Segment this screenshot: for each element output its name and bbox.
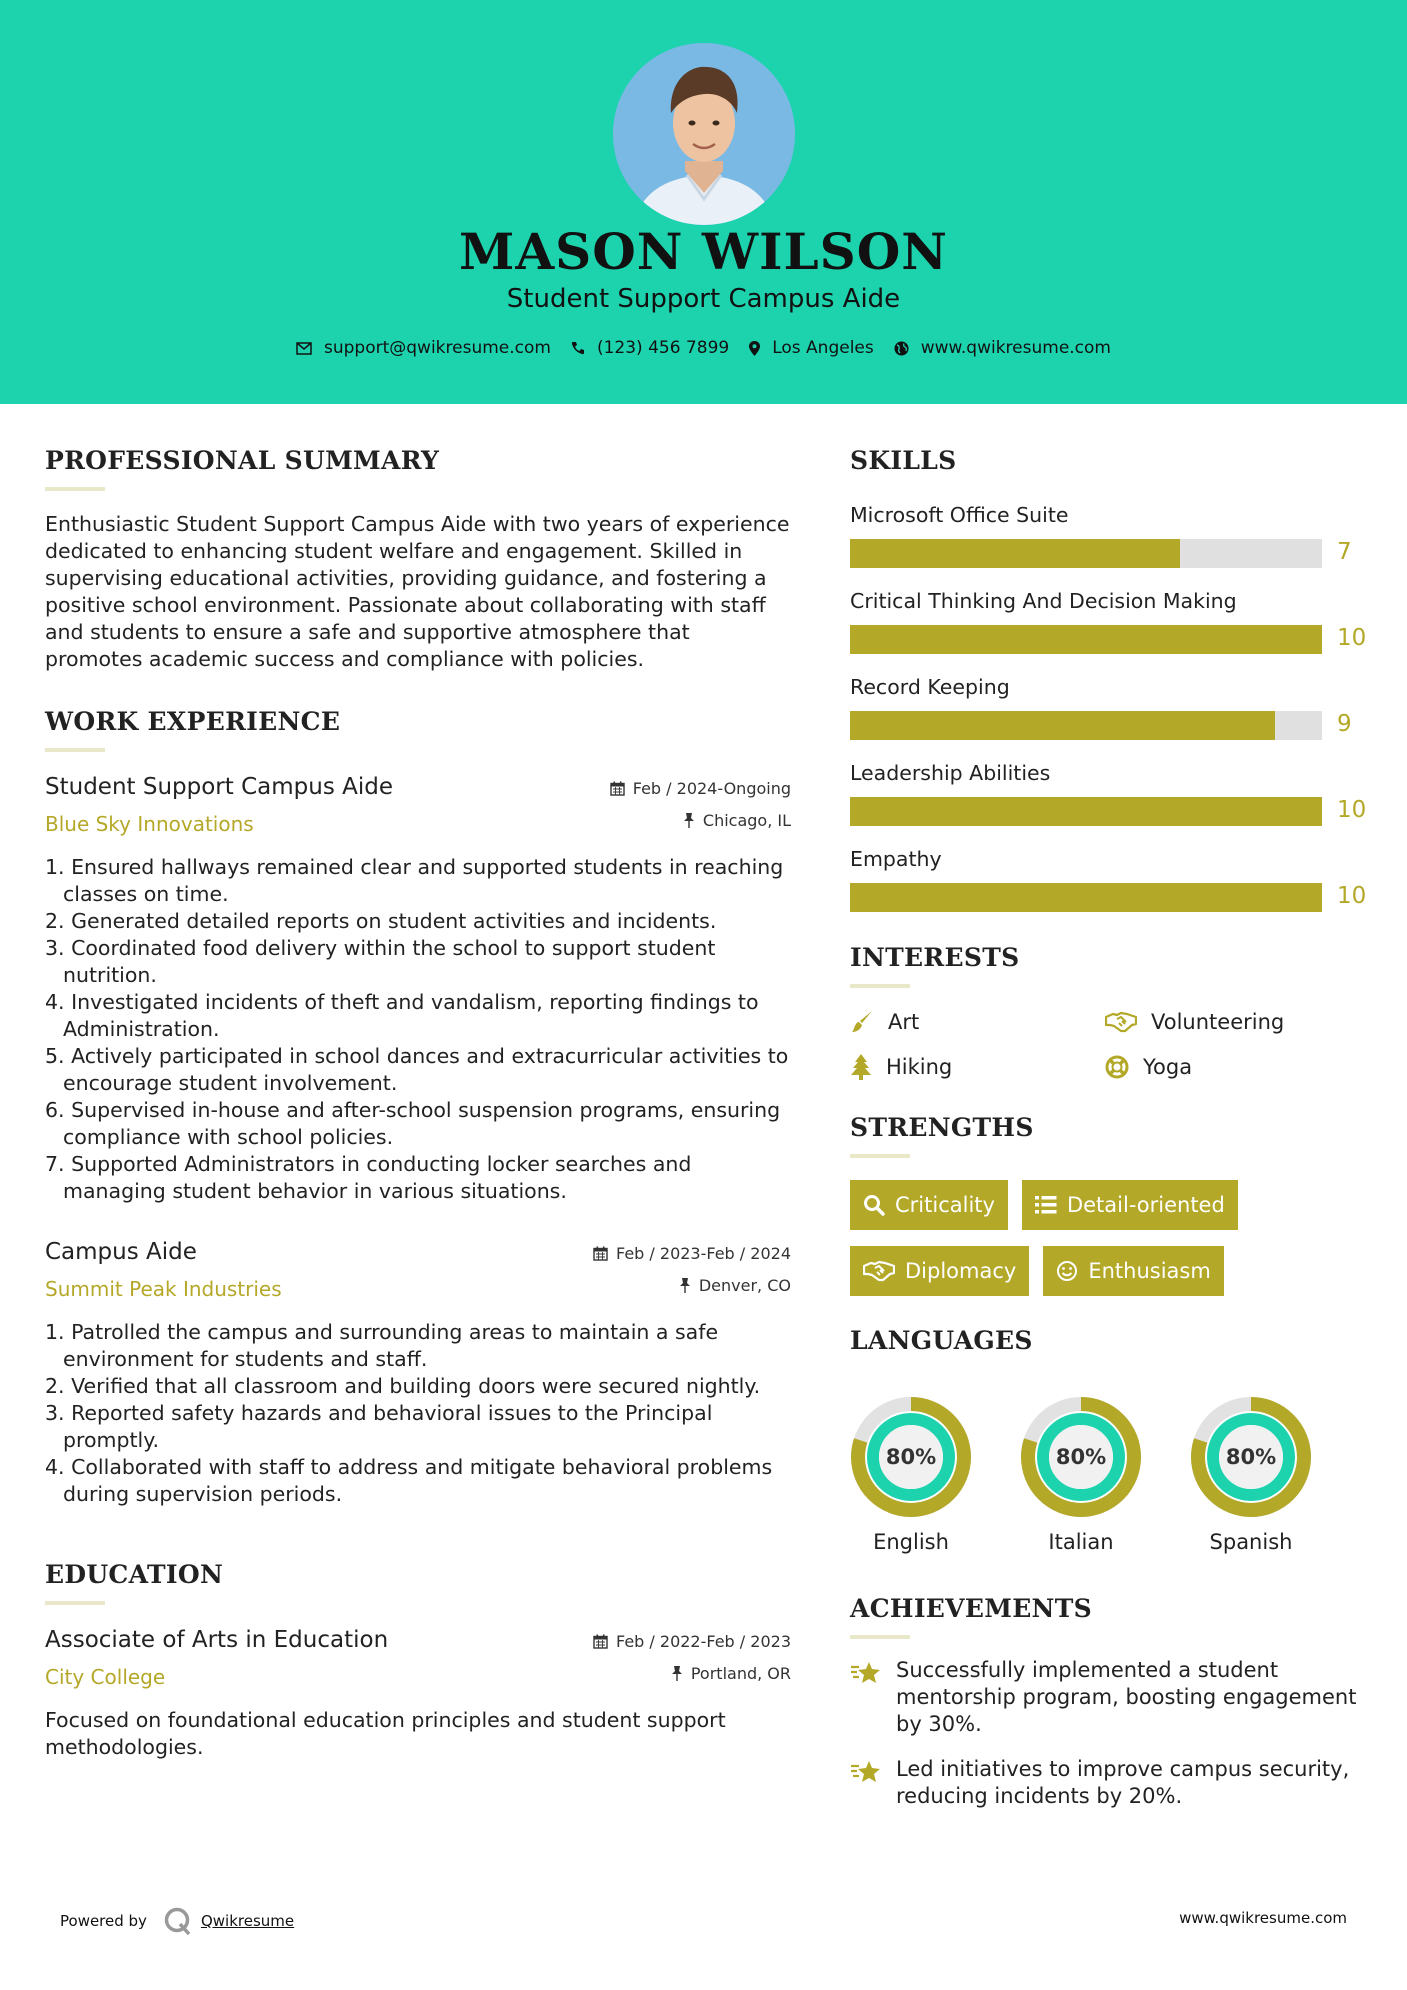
search-icon <box>863 1194 885 1216</box>
education-section <box>45 1560 791 1761</box>
education-location <box>671 1664 791 1683</box>
profile-photo <box>613 43 795 225</box>
list-item: 4. Collaborated with staff to address and mitigate behavioral problems during supervision periods. <box>45 1455 773 1506</box>
degree-title: Associate of Arts in Education <box>45 1627 389 1653</box>
pushpin-icon <box>679 1278 691 1293</box>
section-divider <box>45 487 105 491</box>
job-title: Student Support Campus Aide <box>45 774 393 800</box>
skill-level: 7 <box>1337 539 1352 565</box>
list-item: 5. Actively participated in school dances and extracurricular activities to encourage student involvement. <box>45 1044 789 1095</box>
strengths-heading: STRENGTHS <box>850 1113 1034 1142</box>
interests-heading: INTERESTS <box>850 943 1020 972</box>
strength-tag <box>1043 1246 1223 1296</box>
skill-level: 10 <box>1337 797 1367 823</box>
interest-item <box>1105 1053 1360 1081</box>
language-ring <box>1020 1396 1142 1518</box>
strength-label: Enthusiasm <box>1088 1259 1211 1283</box>
job-date-text: Feb / 2023-Feb / 2024 <box>616 1244 791 1263</box>
job-duties <box>45 1319 791 1508</box>
strength-label: Detail-oriented <box>1066 1193 1225 1217</box>
job-entry <box>45 774 791 1205</box>
skill-name: Record Keeping <box>850 675 1010 699</box>
list-item: 2. Generated detailed reports on student activities and incidents. <box>45 909 717 933</box>
skill-name: Critical Thinking And Decision Making <box>850 589 1237 613</box>
education-location-text: Portland, OR <box>690 1664 791 1683</box>
strengths-section <box>850 1113 1365 1296</box>
powered-by <box>60 1906 294 1936</box>
calendar-icon <box>593 1246 608 1261</box>
list-item: 4. Investigated incidents of theft and vandalism, reporting findings to Administration. <box>45 990 759 1041</box>
skill-bar <box>850 797 1322 826</box>
contact-location <box>749 338 874 358</box>
interests-section <box>850 943 1365 1081</box>
pushpin-icon <box>671 1666 683 1681</box>
skills-section <box>850 446 1365 919</box>
strengths-list <box>850 1180 1365 1296</box>
powered-by-label: Powered by <box>60 1912 147 1930</box>
section-divider <box>850 1154 910 1158</box>
calendar-icon <box>593 1634 608 1649</box>
education-date-text: Feb / 2022-Feb / 2023 <box>616 1632 791 1651</box>
section-divider <box>850 487 910 491</box>
skill-bar-fill <box>850 797 1322 826</box>
interest-label: Art <box>888 1010 920 1034</box>
skill-bar <box>850 539 1322 568</box>
handshake-icon <box>863 1260 895 1282</box>
interest-item <box>850 1053 1105 1081</box>
envelope-icon <box>296 342 312 355</box>
skill-level: 10 <box>1337 883 1367 909</box>
language-percent: 80% <box>1225 1445 1277 1469</box>
left-column <box>45 446 791 1761</box>
achievements-section <box>850 1594 1365 1810</box>
skills-list <box>850 503 1365 919</box>
summary-heading: PROFESSIONAL SUMMARY <box>45 446 440 475</box>
job-entry <box>45 1239 791 1508</box>
tree-icon <box>850 1054 872 1080</box>
contact-website-text: www.qwikresume.com <box>920 338 1111 358</box>
job-location-text: Chicago, IL <box>702 811 791 830</box>
language-percent: 80% <box>885 1445 937 1469</box>
work-section <box>45 707 791 1508</box>
smile-icon <box>1056 1260 1078 1282</box>
globe-icon <box>894 341 909 356</box>
interest-label: Volunteering <box>1151 1010 1285 1034</box>
languages-section <box>850 1326 1365 1554</box>
contact-email-text: support@qwikresume.com <box>324 338 551 358</box>
summary-text: Enthusiastic Student Support Campus Aide with two years of experience dedicated to enhancing student welfare and engagement. Skilled in supervising educational activities, providing guidance, and fostering a positive school environment. Passionate about collaborating with staff and students to ensure a safe and supportive atmosphere that promotes academic success and compliance with policies. <box>45 512 790 671</box>
map-marker-icon <box>749 341 760 356</box>
school-name: City College <box>45 1665 166 1689</box>
achievement-item <box>850 1756 1365 1810</box>
languages-list <box>850 1396 1365 1554</box>
skill-item <box>850 761 1365 833</box>
qwikresume-link[interactable]: Qwikresume <box>200 1912 295 1930</box>
section-divider <box>850 984 910 988</box>
strength-tag <box>1022 1180 1238 1230</box>
list-icon <box>1035 1195 1057 1215</box>
strength-tag <box>850 1180 1008 1230</box>
contact-website[interactable] <box>894 338 1111 358</box>
section-divider <box>45 1601 105 1605</box>
calendar-icon <box>610 781 625 796</box>
skill-item <box>850 675 1365 747</box>
skill-level: 10 <box>1337 625 1367 651</box>
job-company: Summit Peak Industries <box>45 1277 282 1301</box>
right-column <box>850 446 1365 1810</box>
language-percent: 80% <box>1055 1445 1107 1469</box>
interests-list <box>850 1008 1365 1081</box>
job-date <box>593 1244 791 1263</box>
interest-label: Hiking <box>886 1055 953 1079</box>
strength-label: Criticality <box>895 1193 995 1217</box>
interest-item <box>850 1008 1105 1036</box>
list-item: 3. Coordinated food delivery within the school to support student nutrition. <box>45 936 716 987</box>
interest-item <box>1105 1008 1360 1036</box>
paintbrush-icon <box>850 1010 874 1034</box>
job-company: Blue Sky Innovations <box>45 812 254 836</box>
resume-header <box>0 0 1407 404</box>
achievement-text: Successfully implemented a student mentorship program, boosting engagement by 30%. <box>896 1658 1357 1736</box>
contact-location-text: Los Angeles <box>772 338 874 358</box>
job-duties <box>45 854 791 1205</box>
achievement-item <box>850 1657 1365 1738</box>
section-divider <box>850 1367 910 1371</box>
list-item: 3. Reported safety hazards and behavioral issues to the Principal promptly. <box>45 1401 713 1452</box>
language-item <box>850 1396 1020 1554</box>
list-item: 1. Ensured hallways remained clear and supported students in reaching classes on time. <box>45 855 784 906</box>
strength-label: Diplomacy <box>905 1259 1017 1283</box>
education-heading: EDUCATION <box>45 1560 224 1589</box>
list-item: 6. Supervised in-house and after-school suspension programs, ensuring compliance with school policies. <box>45 1098 781 1149</box>
language-ring <box>850 1396 972 1518</box>
job-date <box>610 779 791 798</box>
skill-bar-fill <box>850 883 1322 912</box>
skill-bar <box>850 711 1322 740</box>
candidate-name: MASON WILSON <box>459 222 948 281</box>
contact-phone-text: (123) 456 7899 <box>596 338 730 358</box>
handshake-icon <box>1105 1011 1137 1033</box>
phone-icon <box>571 341 585 355</box>
list-item: 1. Patrolled the campus and surrounding areas to maintain a safe environment for students and staff. <box>45 1320 719 1371</box>
achievement-text: Led initiatives to improve campus security, reducing incidents by 20%. <box>896 1757 1350 1808</box>
language-ring <box>1190 1396 1312 1518</box>
job-title: Campus Aide <box>45 1239 197 1265</box>
skill-name: Empathy <box>850 847 942 871</box>
list-item: 2. Verified that all classroom and building doors were secured nightly. <box>45 1374 761 1398</box>
language-name: Spanish <box>1209 1530 1293 1554</box>
skill-bar-fill <box>850 539 1180 568</box>
language-name: English <box>873 1530 949 1554</box>
education-date <box>593 1632 791 1651</box>
list-item: 7. Supported Administrators in conducting locker searches and managing student behavior in various situations. <box>45 1152 692 1203</box>
skill-name: Leadership Abilities <box>850 761 1051 785</box>
skills-heading: SKILLS <box>850 446 957 475</box>
skill-item <box>850 503 1365 575</box>
job-location-text: Denver, CO <box>698 1276 791 1295</box>
star-award-icon <box>850 1758 882 1786</box>
pushpin-icon <box>683 813 695 828</box>
star-award-icon <box>850 1659 882 1687</box>
page-footer <box>0 1902 1407 1942</box>
education-entry <box>45 1627 791 1761</box>
job-date-text: Feb / 2024-Ongoing <box>632 779 791 798</box>
skill-bar <box>850 625 1322 654</box>
skill-level: 9 <box>1337 711 1352 737</box>
languages-heading: LANGUAGES <box>850 1326 1033 1355</box>
qwikresume-logo-icon <box>163 1906 193 1936</box>
job-location <box>679 1276 791 1295</box>
section-divider <box>850 1635 910 1639</box>
education-description: Focused on foundational education principles and student support methodologies. <box>45 1708 726 1759</box>
section-divider <box>45 748 105 752</box>
language-item <box>1020 1396 1190 1554</box>
skill-bar <box>850 883 1322 912</box>
candidate-title: Student Support Campus Aide <box>506 284 901 314</box>
skill-item <box>850 589 1365 661</box>
contact-email[interactable] <box>296 338 551 358</box>
work-heading: WORK EXPERIENCE <box>45 707 341 736</box>
achievements-heading: ACHIEVEMENTS <box>850 1594 1092 1623</box>
footer-url[interactable]: www.qwikresume.com <box>1179 1909 1347 1927</box>
contact-phone[interactable] <box>571 338 729 358</box>
contact-bar <box>0 338 1407 358</box>
skill-bar-fill <box>850 625 1322 654</box>
interest-label: Yoga <box>1143 1055 1193 1079</box>
strength-tag <box>850 1246 1029 1296</box>
skill-bar-fill <box>850 711 1275 740</box>
language-name: Italian <box>1048 1530 1114 1554</box>
language-item <box>1190 1396 1360 1554</box>
job-location <box>683 811 791 830</box>
lifering-icon <box>1105 1055 1129 1079</box>
skill-name: Microsoft Office Suite <box>850 503 1069 527</box>
summary-section <box>45 446 791 673</box>
skill-item <box>850 847 1365 919</box>
